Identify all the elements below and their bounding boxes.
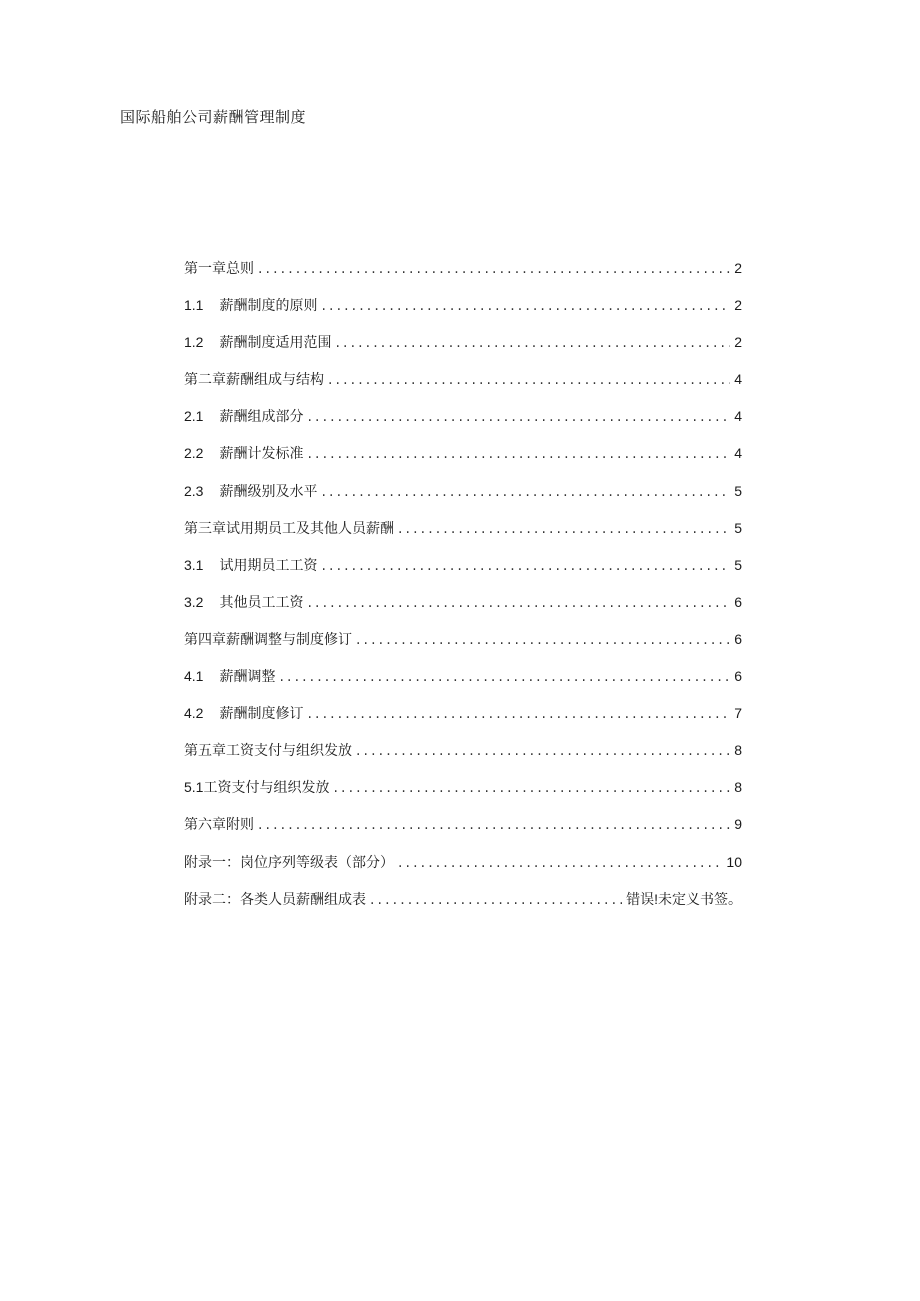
toc-page-number: 2	[734, 334, 742, 351]
toc-entry[interactable]	[184, 889, 742, 926]
toc-entry[interactable]	[184, 703, 742, 740]
toc-dot-leader	[356, 743, 730, 759]
toc-dot-leader	[321, 484, 730, 500]
toc-page-number: 4	[734, 445, 742, 462]
toc-page-number: 8	[734, 742, 742, 759]
toc-entry[interactable]	[184, 443, 742, 480]
toc-entry-title: 附录二：各类人员薪酬组成表	[184, 891, 366, 908]
toc-page-number: 2	[734, 260, 742, 276]
toc-dot-leader	[307, 706, 730, 722]
toc-entry-label	[184, 443, 303, 463]
toc-dot-leader	[398, 855, 722, 871]
toc-page-number: 5	[734, 519, 742, 536]
toc-entry-label	[184, 332, 331, 352]
toc-entry-title: 薪酬组成部分	[219, 409, 304, 426]
table-of-contents	[184, 258, 742, 926]
toc-entry[interactable]	[184, 332, 742, 369]
toc-page-number: 4	[734, 408, 742, 425]
toc-entry-title: 薪酬计发标准	[219, 446, 304, 463]
toc-entry-title: 第六章附则	[184, 817, 254, 834]
toc-entry[interactable]	[184, 258, 742, 295]
toc-entry-label	[184, 703, 303, 723]
toc-entry-title: 薪酬制度修订	[219, 706, 304, 723]
toc-entry-title: 薪酬制度的原则	[219, 298, 318, 315]
toc-entry[interactable]	[184, 740, 742, 777]
toc-entry-label	[184, 666, 275, 686]
toc-dot-leader	[258, 817, 730, 833]
toc-entry-label	[184, 406, 303, 426]
toc-page-number: 6	[734, 593, 742, 610]
toc-entry[interactable]	[184, 406, 742, 443]
toc-entry-title: 试用期员工工资	[219, 557, 318, 574]
document-title: 国际船舶公司薪酬管理制度	[120, 108, 307, 126]
toc-entry-title: 薪酬级别及水平	[219, 483, 318, 500]
toc-entry-label	[184, 777, 329, 797]
toc-section-number: 3.1	[184, 556, 204, 573]
toc-section-number: 4.2	[184, 705, 204, 722]
toc-entry-title: 第五章工资支付与组织发放	[184, 743, 352, 760]
toc-entry[interactable]	[184, 481, 742, 518]
toc-dot-leader	[307, 595, 730, 611]
toc-dot-leader	[307, 446, 730, 462]
toc-entry-title: 薪酬制度适用范围	[219, 335, 332, 352]
toc-entry[interactable]	[184, 369, 742, 406]
toc-entry-title: 第四章薪酬调整与制度修订	[184, 631, 352, 648]
toc-dot-leader	[307, 409, 730, 425]
toc-section-number: 1.1	[184, 297, 204, 314]
toc-entry-title: 第二章薪酬组成与结构	[184, 372, 324, 389]
toc-entry[interactable]	[184, 518, 742, 555]
toc-entry[interactable]	[184, 629, 742, 666]
toc-dot-leader	[258, 261, 730, 277]
toc-section-number: 2.3	[184, 482, 204, 499]
toc-page-number: 5	[734, 556, 742, 573]
toc-dot-leader	[333, 780, 730, 796]
toc-page-number: 6	[734, 630, 742, 647]
toc-entry[interactable]	[184, 666, 742, 703]
toc-entry[interactable]	[184, 295, 742, 332]
toc-section-number: 3.2	[184, 593, 204, 610]
toc-page-number: 错误!未定义书签。	[626, 890, 742, 907]
toc-dot-leader	[335, 335, 730, 351]
toc-entry-title: 薪酬调整	[219, 669, 276, 686]
toc-section-number: 1.2	[184, 334, 204, 351]
toc-page-number: 10	[726, 853, 742, 870]
toc-entry-title: 其他员工工资	[219, 594, 304, 611]
toc-dot-leader	[279, 669, 730, 685]
toc-dot-leader	[321, 298, 730, 314]
toc-entry-label	[184, 295, 317, 315]
toc-dot-leader	[328, 372, 730, 388]
toc-entry[interactable]	[184, 777, 742, 814]
toc-entry-title: 附录一：岗位序列等级表（部分）	[184, 854, 394, 871]
toc-entry[interactable]	[184, 814, 742, 851]
toc-dot-leader	[321, 558, 730, 574]
toc-page-number: 8	[734, 779, 742, 796]
toc-entry-title: 第三章试用期员工及其他人员薪酬	[184, 520, 394, 537]
toc-section-number: 2.1	[184, 408, 204, 425]
toc-page-number: 5	[734, 482, 742, 499]
toc-entry[interactable]	[184, 852, 742, 889]
toc-entry-title: 工资支付与组织发放	[203, 780, 330, 797]
toc-page-number: 4	[734, 371, 742, 388]
toc-entry[interactable]	[184, 592, 742, 629]
toc-entry-label	[184, 555, 317, 575]
toc-section-number: 4.1	[184, 668, 204, 685]
toc-entry-label	[184, 592, 303, 612]
toc-entry-label	[184, 481, 317, 501]
toc-dot-leader	[356, 632, 730, 648]
toc-section-number: 2.2	[184, 445, 204, 462]
toc-entry[interactable]	[184, 555, 742, 592]
toc-dot-leader	[370, 892, 622, 908]
toc-page-number: 9	[734, 816, 742, 833]
toc-page-number: 7	[734, 705, 742, 722]
toc-page-number: 2	[734, 297, 742, 314]
toc-dot-leader	[398, 521, 730, 537]
toc-page-number: 6	[734, 668, 742, 685]
toc-section-number: 5.1	[184, 779, 204, 796]
toc-entry-title: 第一章总则	[184, 261, 254, 277]
